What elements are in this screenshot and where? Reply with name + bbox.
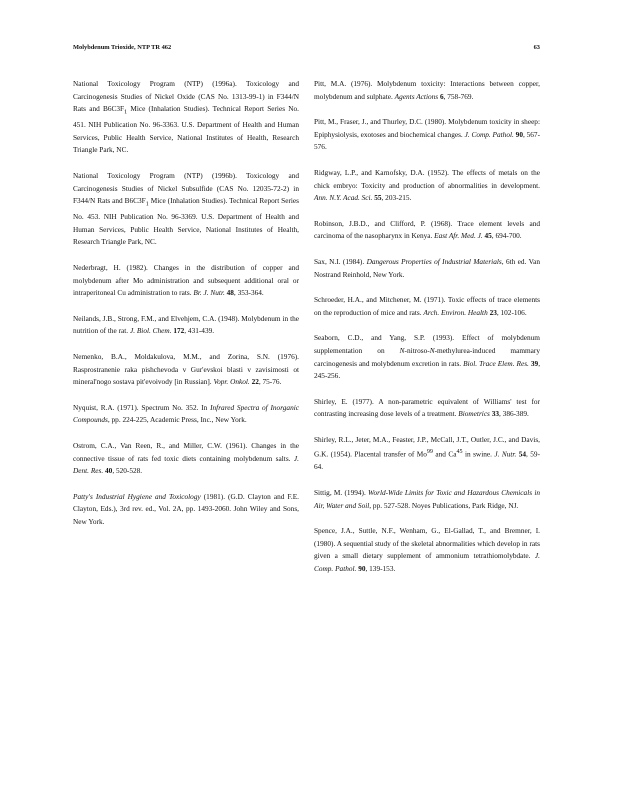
volume: 39	[530, 358, 539, 368]
reference-entry: Spence, J.A., Suttle, N.F., Wenham, G., El-Gallad, T., and Bremner, I. (1980). A sequential study of the skeletal abnormalities which develop in rats given a small dietary supplement of ammonium tetrathiomolybdate. J. Comp. Pathol. 90, 139-153.	[314, 526, 540, 574]
volume: 33	[491, 409, 500, 419]
reference-entry: Pitt, M., Fraser, J., and Thurley, D.C. (1980). Molybdenum toxicity in sheep: Epiphysiolysis, exotoses and biochemical changes. J. Comp. Pathol. 90, 567-576.	[314, 117, 540, 152]
volume: 6	[439, 91, 444, 101]
volume: 48	[226, 288, 234, 298]
page-number: 63	[533, 44, 540, 51]
reference-entry: Neilands, J.B., Strong, F.M., and Elvehjem, C.A. (1948). Molybdenum in the nutrition of the rat. J. Biol. Chem. 172, 431-439.	[73, 313, 299, 336]
right-reference-column	[314, 78, 540, 589]
journal-name: East Afr. Med. J.	[434, 231, 483, 241]
volume: 90	[358, 564, 366, 574]
reference-entry: National Toxicology Program (NTP) (1996b). Toxicology and Carcinogenesis Studies of Nickel Subsulfide (CAS No. 12035-72-2) in F344/N Rats and $B6C3F_1$ Mice (Inhalation Studies). Technical Report Series No. 453. NIH Publication No. 96-3369. U.S. Department of Health and Human Services, Public Health Service, National Institutes of Health, Research Triangle Park, NC.	[73, 171, 299, 247]
journal-name: Biometrics	[458, 409, 490, 419]
reference-entry: Seaborn, C.D., and Yang, S.P. (1993). Effect of molybdenum supplementation on N-nitroso-N-methylurea-induced mammary carcinogenesis and molybdenum excretion in rats. Biol. Trace Elem. Res. 39, 245-256.	[314, 333, 541, 381]
journal-name: J. Comp. Pathol.	[314, 551, 540, 574]
volume: 55	[374, 193, 382, 203]
volume: 23	[489, 307, 497, 317]
reference-entry: Shirley, E. (1977). A non-parametric equivalent of Williams' test for contrasting increasing dose levels of a treatment. Biometrics 33, 386-389.	[314, 396, 540, 419]
volume: 90	[515, 129, 523, 139]
book-title: World-Wide Limits for Toxic and Hazardous Chemicals in Air, Water and Soil	[314, 488, 541, 510]
reference-entry: Nyquist, R.A. (1971). Spectrum No. 352. In Infrared Spectra of Inorganic Compounds, pp. 224-225, Academic Press, Inc., New York.	[73, 402, 299, 425]
reference-entry: Nemenko, B.A., Moldakulova, M.M., and Zorina, S.N. (1976). Rasprostranenie raka pishchevoda v Gur'evskoi blasti v zavisimosti ot mineral'nogo sostava pit'evoivody [in Russian]. Vopr. Onkol. 22, 75-76.	[73, 352, 299, 387]
reference-entry: Ostrom, C.A., Van Reen, R., and Miller, C.W. (1961). Changes in the connective tissue of rats fed toxic diets containing molybdenum salts. J. Dent. Res. 40, 520-528.	[73, 440, 299, 476]
volume: 54	[518, 449, 527, 459]
left-reference-column	[73, 78, 299, 542]
journal-name: Biol. Trace Elem. Res.	[463, 358, 529, 368]
reference-entry: Sax, N.I. (1984). Dangerous Properties of Industrial Materials, 6th ed. Van Nostrand Reinhold, New York.	[314, 256, 540, 279]
journal-name: Arch. Environ. Health	[423, 307, 488, 317]
volume: 40	[105, 466, 113, 476]
reference-entry: Schroeder, H.A., and Mitchener, M. (1971). Toxic effects of trace elements on the reproduction of mice and rats. Arch. Environ. Health 23, 102-106.	[314, 295, 540, 317]
reference-entry: Patty's Industrial Hygiene and Toxicology (1981). (G.D. Clayton and F.E. Clayton, Eds.), 3rd rev. ed., Vol. 2A, pp. 1493-2060. John Wiley and Sons, New York.	[73, 491, 299, 526]
volume: 45	[484, 231, 492, 241]
volume: 172	[173, 326, 185, 336]
reference-entry: National Toxicology Program (NTP) (1996a). Toxicology and Carcinogenesis Studies of Nickel Oxide (CAS No. 1313-99-1) in F344/N Rats and $B6C3F_1$ Mice (Inhalation Studies). Technical Report Series No. 451. NIH Publication No. 96-3363. U.S. Department of Health and Human Services, Public Health Service, National Institutes of Health, Research Triangle Park, NC.	[73, 79, 300, 155]
book-title: Infrared Spectra of Inorganic Compounds	[73, 402, 299, 425]
journal-name: Agents Actions	[394, 91, 439, 101]
journal-name: J. Comp. Pathol.	[464, 129, 514, 139]
reference-entry: Pitt, M.A. (1976). Molybdenum toxicity: Interactions between copper, molybdenum and sulphate. Agents Actions 6, 758-769.	[314, 79, 540, 101]
journal-name: J. Biol. Chem.	[129, 326, 172, 336]
journal-name: Ann. N.Y. Acad. Sci.	[314, 193, 373, 203]
journal-name: Vopr. Onkol.	[213, 377, 250, 387]
reference-entry: Sittig, M. (1994). World-Wide Limits for Toxic and Hazardous Chemicals in Air, Water and Soil, pp. 527-528. Noyes Publications, Park Ridge, NJ.	[314, 488, 541, 510]
reference-entry: Nederbragt, H. (1982). Changes in the distribution of copper and molybdenum after Mo administration and subsequent additional oral or intraperitoneal Cu administration to rats. Br. J. Nutr. 48, 353-364.	[73, 263, 299, 298]
journal-name: J. Dent. Res.	[73, 453, 299, 476]
reference-entry: Ridgway, L.P., and Karnofsky, D.A. (1952). The effects of metals on the chick embryo: Toxicity and production of abnormalities in development. Ann. N.Y. Acad. Sci. 55, 203-215.	[314, 167, 540, 203]
book-title: Patty's Industrial Hygiene and Toxicology	[73, 491, 201, 501]
running-header	[73, 44, 540, 56]
volume: 22	[251, 377, 259, 387]
journal-name: Br. J. Nutr.	[193, 288, 225, 298]
running-title: Molybdenum Trioxide, NTP TR 462	[73, 44, 172, 51]
book-title: Dangerous Properties of Industrial Materials	[366, 256, 502, 266]
reference-entry: Robinson, J.B.D., and Clifford, P. (1968). Trace element levels and carcinoma of the nasopharynx in Kenya. East Afr. Med. J. 45, 694-700.	[314, 218, 540, 241]
reference-entry: Shirley, R.L., Jeter, M.A., Feaster, J.P., McCall, J.T., Outler, J.C., and Davis, G.K. (1954). Placental transfer of Mo$^{99}$ and Ca$^{45}$ in swine. J. Nutr. 54, 59-64.	[314, 434, 540, 472]
journal-name: J. Nutr.	[494, 449, 517, 459]
